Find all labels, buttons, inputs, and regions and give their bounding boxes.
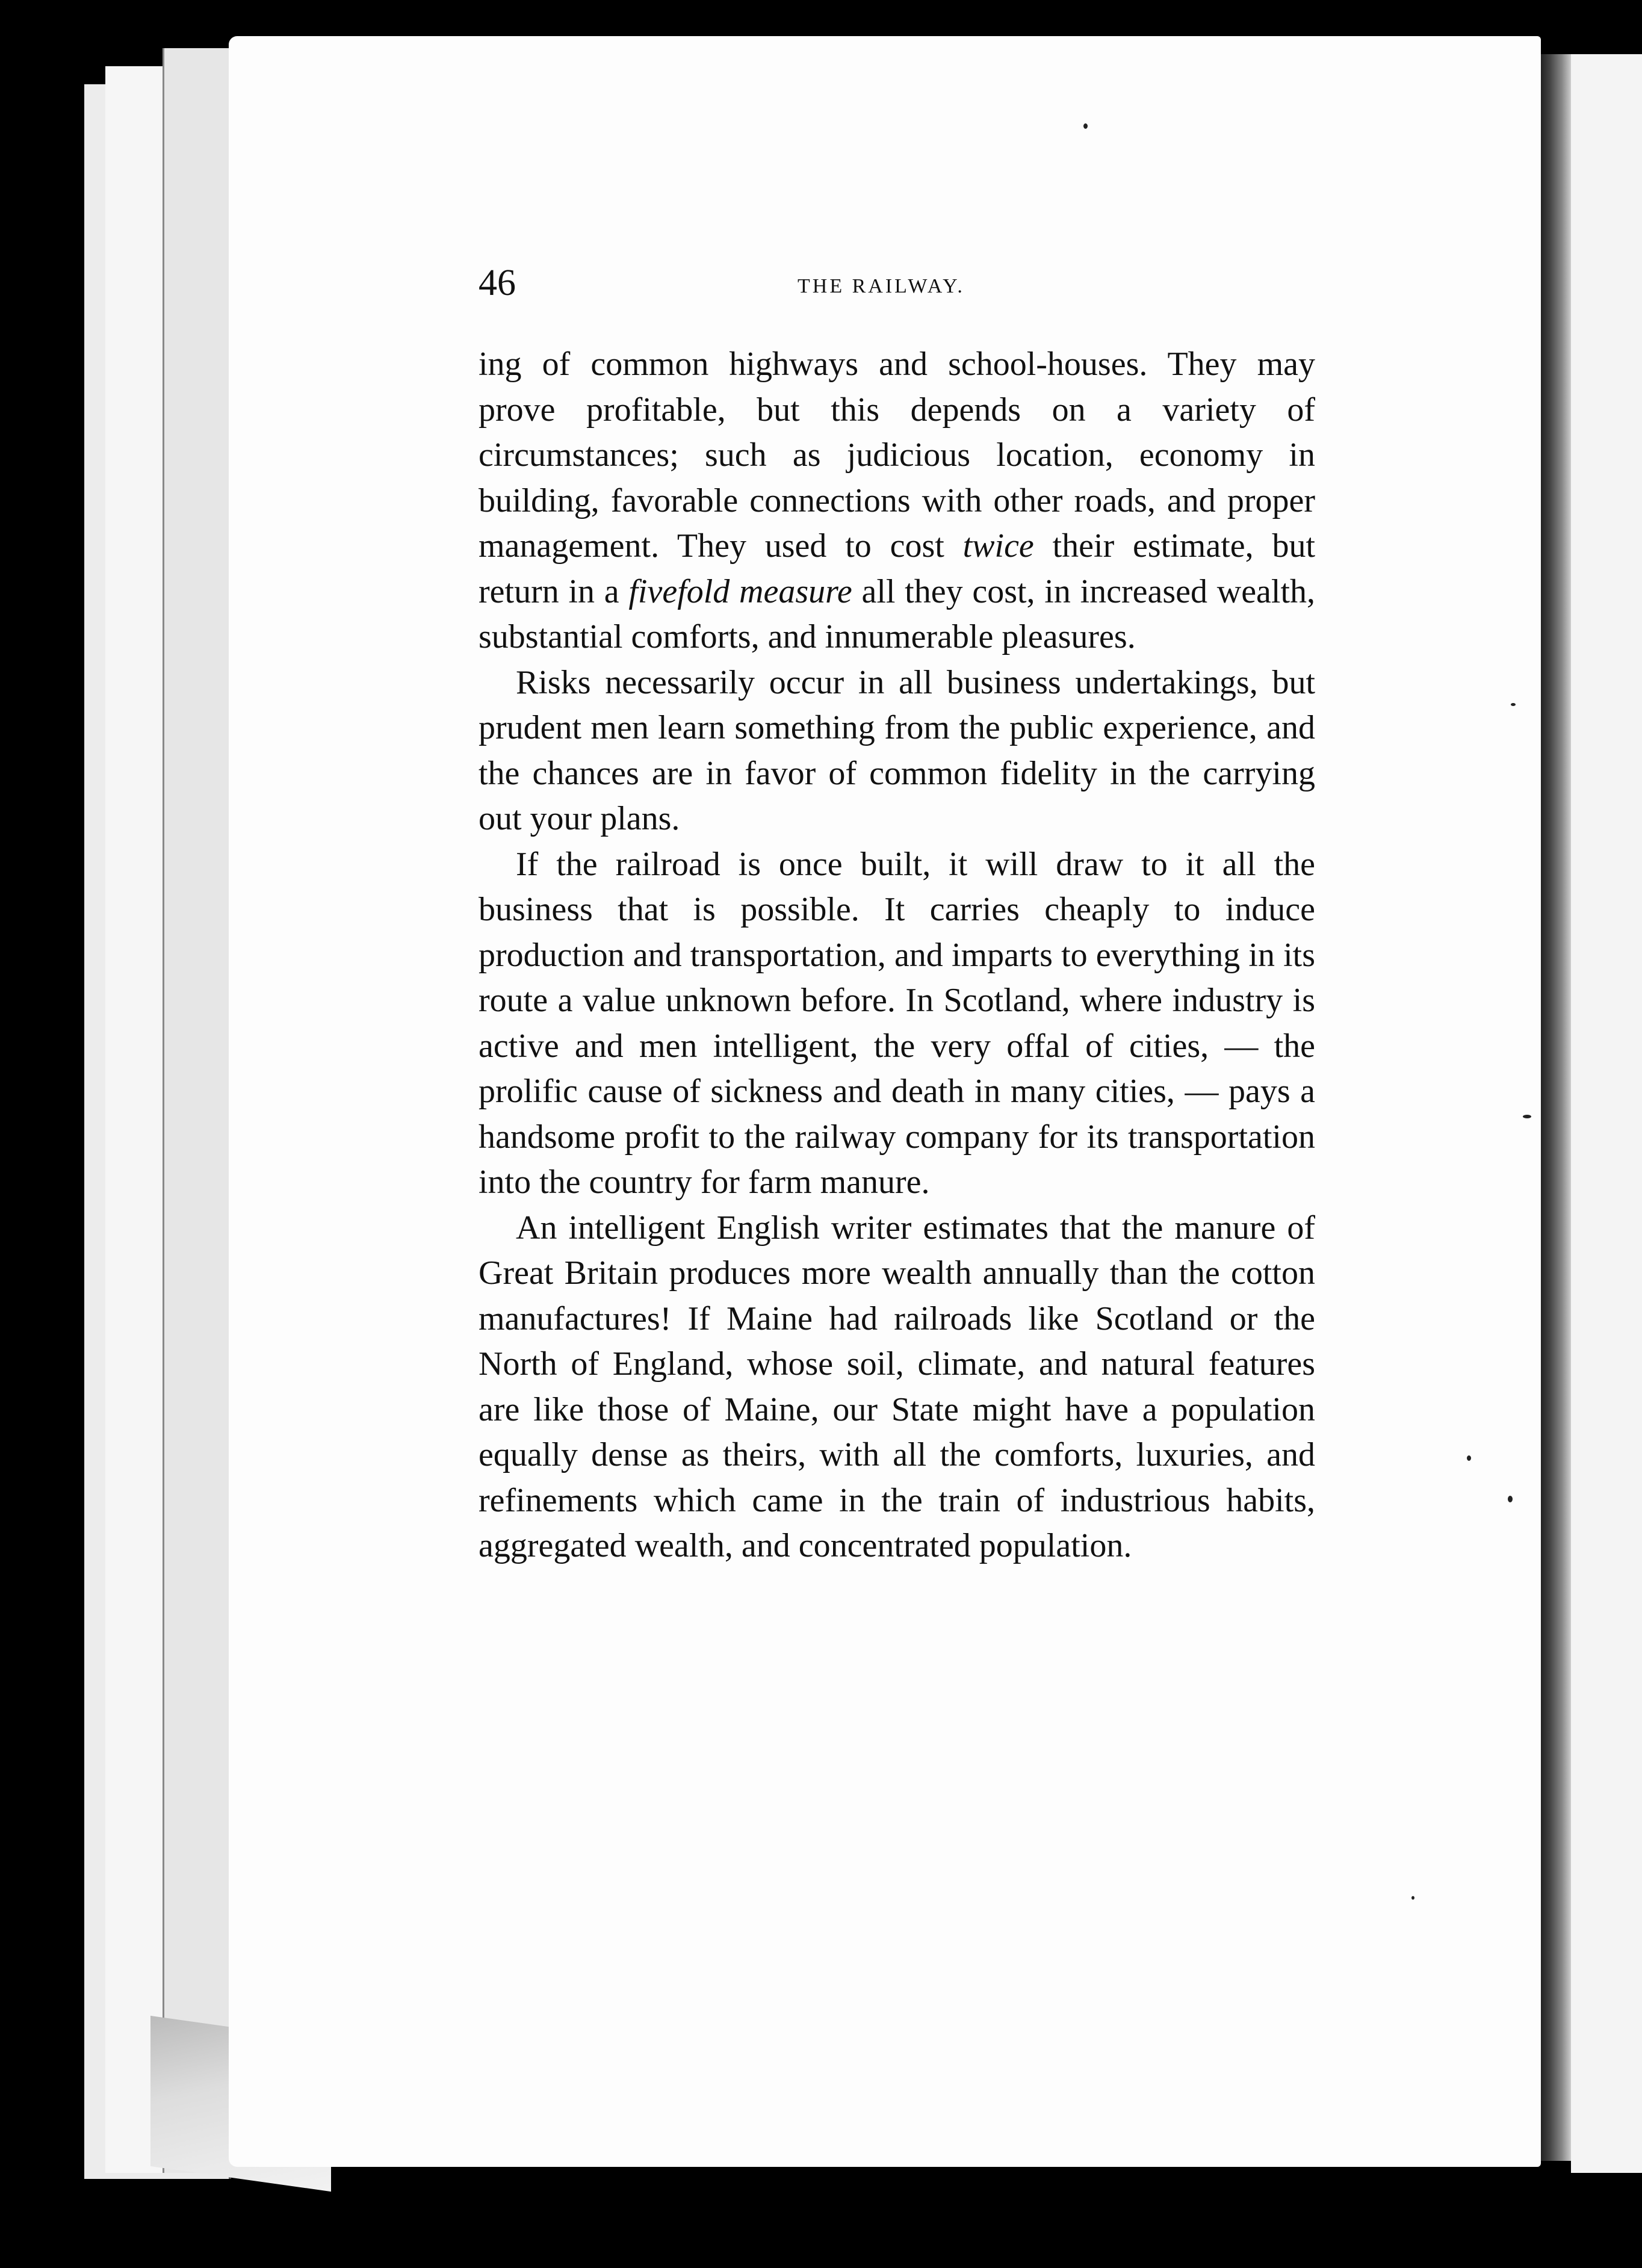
text-segment: ing of common highways and school-houses. They may prove profitable, but this depends on a variety of circumstances; such as judicious location, economy in building, favorable connections with other roads, and proper management. They used to cost [479, 345, 1315, 565]
dust-speck [1083, 123, 1088, 129]
page-header [479, 262, 1315, 310]
paragraph [479, 660, 1315, 842]
running-title: THE RAILWAY. [798, 275, 965, 297]
text-segment: all they cost, in increased wealth, substantial comforts, and innumerable pleasures. [479, 572, 1316, 655]
dust-speck [1523, 1115, 1531, 1118]
paragraph [479, 1206, 1315, 1569]
paragraph [479, 842, 1315, 1206]
dust-speck [1467, 1455, 1471, 1461]
italic-text: fivefold measure [628, 572, 852, 610]
text-segment: Risks necessarily occur in all business undertakings, but prudent men learn something from the public experience, and the chances are in favor of common fidelity in the carrying out your plans. [479, 663, 1315, 837]
italic-text: twice [962, 527, 1034, 565]
dust-speck [1508, 1496, 1513, 1502]
text-segment: If the railroad is once built, it will draw to it all the business that is possible. It carries cheaply to induce production and transportation, and imparts to everything in its route a value unknown before. In Scotland, where industry is active and men intelligent, the very offal of cities, — the prolific cause of sickness and death in many cities, — pays a handsome profit to the railway company for its transportation into the country for farm manure. [479, 845, 1315, 1201]
spine-shadow [1541, 54, 1571, 2161]
facing-page-edge [1571, 54, 1642, 2173]
dust-speck [1411, 1896, 1414, 1900]
paragraph [479, 342, 1315, 660]
body-text [479, 342, 1315, 1569]
dust-speck [1511, 703, 1516, 706]
text-segment: their estimate, but return in a [479, 527, 1315, 610]
page-number: 46 [479, 262, 516, 303]
text-segment: An intelligent English writer estimates that the manure of Great Britain produces more wealth annually than the cotton manufactures! If Maine had railroads like Scotland or the North of England, whose soil, climate, and natural features are like those of Maine, our State might have a population equally dense as theirs, with all the comforts, luxuries, and refinements which came in the train of industrious habits, aggregated wealth, and concentrated population. [479, 1209, 1315, 1564]
